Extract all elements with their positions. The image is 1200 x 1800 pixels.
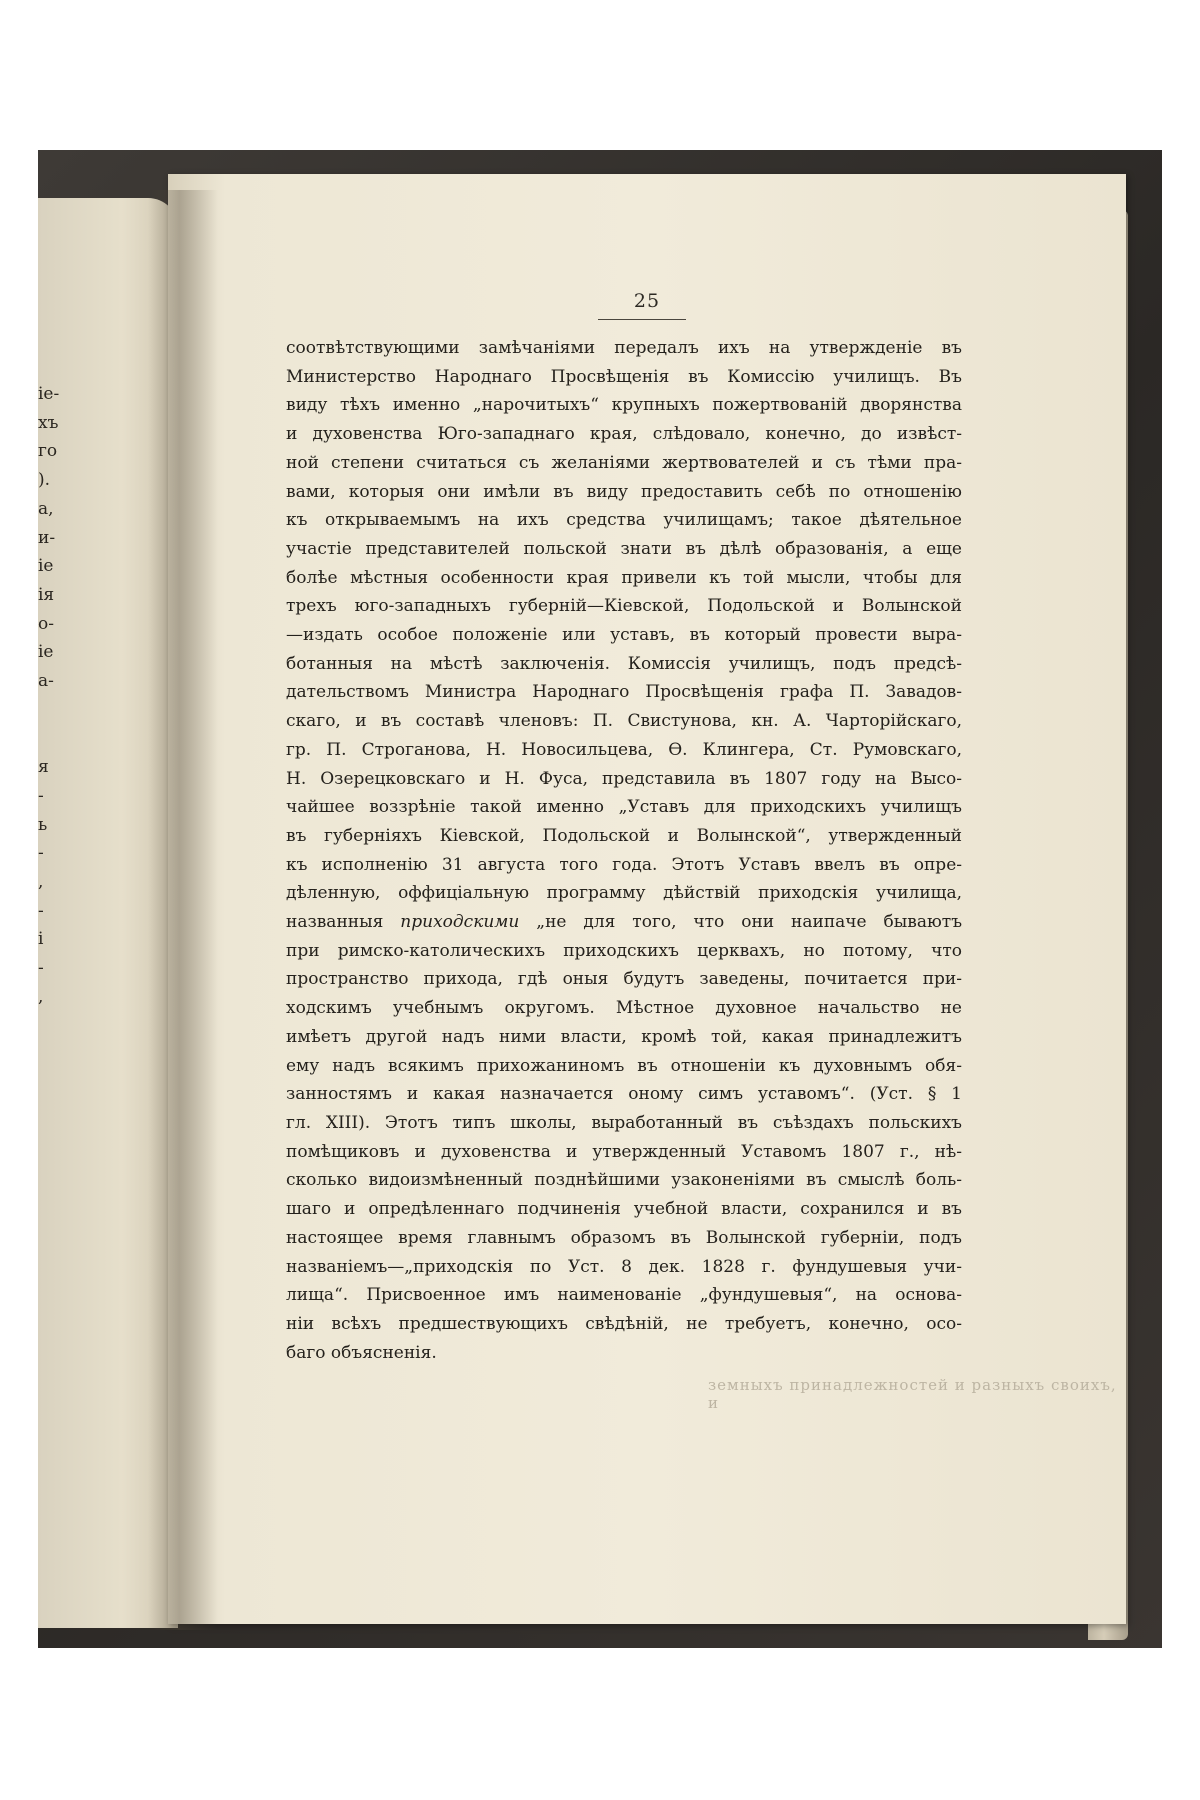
text-line: лища“. Присвоенное имъ наименованіе „фундушевыя“, на основа- [286, 1285, 962, 1306]
text-line: ніи всѣхъ предшествующихъ свѣдѣній, не требуетъ, конечно, осо- [286, 1313, 962, 1334]
text-line: названныя приходскими „не для того, что они наипаче бываютъ [286, 912, 962, 933]
text-line: имѣетъ другой надъ ними власти, кромѣ той, какая принадлежитъ [286, 1026, 962, 1047]
text-line: при римско-католическихъ приходскихъ церквахъ, но потому, что [286, 940, 962, 961]
book-photo [38, 150, 1162, 1648]
text-line: сколько видоизмѣненный позднѣйшими узаконеніями въ смыслѣ боль- [286, 1170, 962, 1191]
page-number: 25 [633, 290, 661, 312]
text-line: гр. П. Строганова, Н. Новосильцева, Ѳ. Клингера, Ст. Румовскаго, [286, 739, 962, 760]
text-line: ходскимъ учебнымъ округомъ. Мѣстное духовное начальство не [286, 998, 962, 1019]
text-line: виду тѣхъ именно „нарочитыхъ“ крупныхъ пожертвованій дворянства [286, 395, 962, 416]
text-line: помѣщиковъ и духовенства и утвержденный Уставомъ 1807 г., нѣ- [286, 1141, 962, 1162]
page-number-rule [598, 319, 686, 320]
text-line: ной степени считаться съ желаніями жертвователей и съ тѣми пра- [286, 452, 962, 473]
text-line: баго объясненія. [286, 1342, 437, 1363]
text-line: —издать особое положеніе или уставъ, въ который провести выра- [286, 625, 962, 646]
bleed-through-text: земныхъ принадлежностей и разныхъ своихъ, и [708, 1376, 1117, 1412]
text-line: Министерство Народнаго Просвѣщенія въ Комиссію училищъ. Въ [286, 366, 962, 387]
text-line: къ открываемымъ на ихъ средства училищамъ; такое дѣятельное [286, 510, 962, 531]
body-text [286, 334, 962, 1367]
text-line: соотвѣтствующими замѣчаніями передалъ ихъ на утвержденіе въ [286, 338, 962, 358]
text-line: дательствомъ Министра Народнаго Просвѣщенія графа П. Завадов- [286, 682, 962, 703]
right-page [168, 174, 1126, 1624]
italic-word: приходскими [400, 912, 520, 933]
text-line: къ исполненію 31 августа того года. Этотъ Уставъ ввелъ въ опре- [286, 854, 962, 875]
text-line: скаго, и въ составѣ членовъ: П. Свистунова, кн. А. Чарторійскаго, [286, 711, 962, 732]
text-line: дѣленную, оффиціальную программу дѣйствій приходскія училища, [286, 883, 962, 904]
text-line: ботанныя на мѣстѣ заключенія. Комиссія училищъ, подъ предсѣ- [286, 653, 962, 674]
text-line: занностямъ и какая назначается оному симъ уставомъ“. (Уст. § 1 [286, 1084, 962, 1105]
text-line: болѣе мѣстныя особенности края привели къ той мысли, чтобы для [286, 567, 962, 588]
book-gutter [148, 190, 218, 1630]
text-line: шаго и опредѣленнаго подчиненія учебной власти, сохранился и въ [286, 1199, 962, 1220]
text-line: и духовенства Юго-западнаго края, слѣдовало, конечно, до извѣст- [286, 424, 962, 445]
text-line: въ губерніяхъ Кіевской, Подольской и Волынской“, утвержденный [286, 825, 962, 846]
left-page-margin-text: ie- хъ го ). а, и- ie ія о- ie а- я - ь - , - і - , [38, 384, 60, 1007]
text-line: вами, которыя они имѣли въ виду предоставить себѣ по отношенію [286, 481, 962, 502]
text-line: трехъ юго-западныхъ губерній—Кіевской, Подольской и Волынской [286, 596, 962, 617]
text-line: гл. XIII). Этотъ типъ школы, выработанный въ съѣздахъ польскихъ [286, 1112, 962, 1133]
text-line: Н. Озерецковскаго и Н. Фуса, представила въ 1807 году на Высо- [286, 768, 962, 789]
text-line: чайшее воззрѣніе такой именно „Уставъ для приходскихъ училищъ [286, 797, 962, 818]
text-line: пространство прихода, гдѣ оныя будутъ заведены, почитается при- [286, 969, 962, 990]
text-line: настоящее время главнымъ образомъ въ Волынской губерніи, подъ [286, 1227, 962, 1248]
text-line: участіе представителей польской знати въ дѣлѣ образованія, а еще [286, 538, 962, 559]
text-line: ему надъ всякимъ прихожаниномъ въ отношеніи къ духовнымъ обя- [286, 1055, 962, 1076]
text-line: названіемъ—„приходскія по Уст. 8 дек. 1828 г. фундушевыя учи- [286, 1256, 962, 1277]
